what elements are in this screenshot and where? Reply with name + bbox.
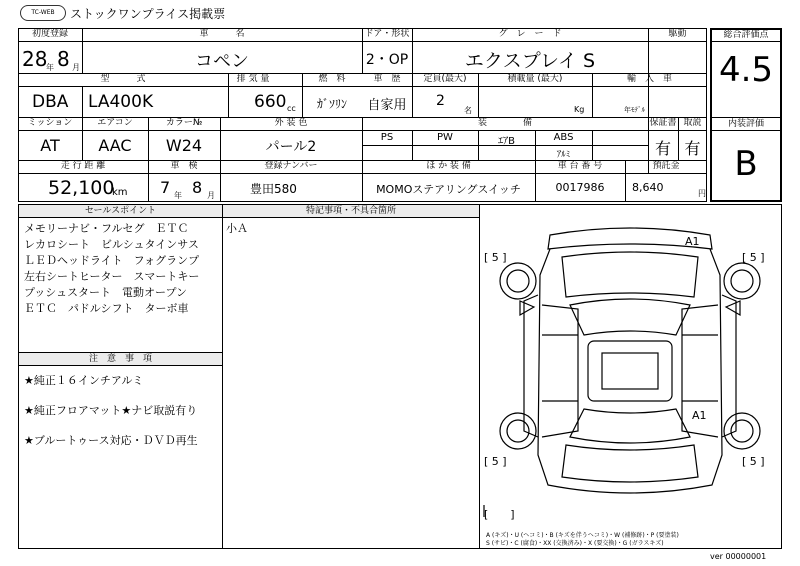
reg-month-unit: 月 (72, 63, 80, 72)
import-label: 輸 入 車 (626, 74, 672, 84)
tire-rear-right: [ 5 ] (742, 455, 765, 468)
equip-alumi: ｱﾙﾐ (556, 150, 571, 160)
note-item: ★ブルートゥース対応・ＤＶＤ再生 (24, 434, 198, 447)
equip-airbag: ｴｱB (498, 136, 515, 147)
load-unit: Kg (574, 105, 585, 114)
color-no: W24 (165, 136, 203, 155)
first-reg-label: 初度登録 (31, 29, 68, 39)
spare-tire: [ ] (484, 508, 515, 521)
plate-label: 登録ナンバー (264, 161, 318, 171)
capacity-label: 定員(最大) (423, 74, 467, 84)
total-score: 4.5 (718, 50, 774, 90)
tire-front-left: [ 5 ] (484, 251, 507, 264)
history-label: 車 歴 (373, 74, 401, 84)
header-logo: TC-WEB (20, 5, 66, 21)
damage-mark-front: A1 (685, 235, 700, 248)
car-name-label: 車 名 (199, 29, 245, 39)
drive-label: 駆動 (668, 29, 687, 39)
fuel-label: 燃 料 (318, 74, 346, 84)
inspection-year-unit: 年 (174, 191, 182, 200)
mission: AT (40, 136, 60, 155)
interior-score-label: 内装評価 (727, 119, 764, 129)
mission-label: ミッション (27, 118, 73, 128)
sales-point-item: ＬＥＤヘッドライト フォグランプ (24, 254, 200, 267)
notes-label: 注 意 事 項 (88, 354, 152, 364)
reg-year-unit: 年 (46, 63, 54, 72)
warranty-label: 保証書 (649, 118, 677, 128)
other-equip: MOMOステアリングスイッチ (376, 183, 521, 196)
aircon: AAC (98, 136, 132, 155)
interior-score: B (734, 144, 758, 184)
color-label: カラー№ (165, 118, 203, 128)
deposit: 8,640 (632, 181, 664, 194)
total-score-label: 総合評価点 (723, 30, 769, 40)
reg-month: 8 (57, 47, 70, 71)
legend-line-1: A (キズ)・U (ヘコミ)・B (キズを伴うヘコミ)・W (補修跡)・P (要塗装) (486, 532, 679, 539)
sales-points-label: セールスポイント (84, 206, 157, 216)
fuel: ｶﾞｿﾘﾝ (316, 97, 347, 111)
capacity-unit: 名 (464, 106, 472, 115)
equip-ps: PS (380, 132, 394, 143)
other-equip-label: ほ か 装 備 (426, 161, 471, 171)
door-shape: 2・OP (365, 52, 409, 68)
exterior-color: パール2 (265, 139, 317, 155)
model-code: LA400K (88, 92, 154, 112)
equip-abs: ABS (553, 132, 574, 143)
model-label: 型 式 (100, 74, 146, 84)
grade-label: グ レ ー ド (498, 29, 562, 39)
damage-mark-rear: A1 (692, 409, 707, 422)
deposit-label: 預託金 (652, 161, 680, 171)
inspection-month-unit: 月 (207, 191, 215, 200)
special-note-text: 小Ａ (226, 222, 248, 235)
note-item: ★純正フロアマット★ナビ取説有り (24, 404, 198, 417)
reg-year: 28 (22, 47, 48, 71)
model-prefix: DBA (32, 92, 69, 112)
model-year-label: 年ﾓﾃﾞﾙ (624, 106, 645, 114)
sales-point-item: 左右シートヒーター スマートキー (24, 270, 200, 283)
manual: 有 (684, 139, 701, 158)
sales-point-item: レカロシート ビルシュタインサス (24, 238, 199, 251)
mileage: 52,100 (48, 177, 115, 199)
serial-label: 車 台 番 号 (557, 161, 603, 171)
displacement-label: 排 気 量 (236, 74, 270, 84)
mileage-label: 走 行 距 離 (60, 161, 106, 171)
load-label: 積載量 (最大) (507, 74, 563, 84)
warranty: 有 (654, 139, 671, 158)
legend-line-2: S (サビ)・C (腐食)・XX (交換済み)・X (要交換)・G (ガラスキズ) (486, 540, 664, 547)
sales-point-item: プッシュスタート 電動オープン (24, 286, 188, 299)
version: ver 00000001 (710, 552, 767, 561)
exterior-label: 外 装 色 (274, 118, 308, 128)
plate: 豊田580 (250, 182, 297, 196)
mileage-unit: km (112, 187, 128, 198)
equipment-label: 装 備 (477, 118, 532, 128)
tire-rear-left: [ 5 ] (484, 455, 507, 468)
note-item: ★純正１６インチアルミ (24, 374, 144, 387)
displacement: 660 (254, 92, 287, 112)
page-title: ストックワンプライス掲載票 (70, 7, 226, 21)
grade: エクスプレイ S (464, 50, 596, 72)
inspection-month: 8 (192, 178, 203, 197)
aircon-label: エアコン (97, 118, 133, 128)
inspection-label: 車 検 (170, 161, 198, 171)
equip-pw: PW (437, 132, 453, 143)
tire-front-right: [ 5 ] (742, 251, 765, 264)
displacement-unit: cc (287, 104, 296, 113)
car-name: コペン (195, 51, 249, 72)
car-damage-diagram (480, 205, 781, 548)
capacity: 2 (436, 93, 445, 109)
deposit-unit: 円 (698, 189, 706, 198)
door-label: ドア・形状 (364, 29, 410, 39)
history: 自家用 (367, 98, 407, 113)
serial: 0017986 (555, 181, 605, 194)
inspection-year: 7 (160, 178, 171, 197)
sales-point-item: ＥＴＣ パドルシフト ターボ車 (24, 302, 189, 315)
special-notes-label: 特記事項・不具合箇所 (305, 206, 396, 216)
sales-point-item: メモリーナビ・フルセグ ＥＴＣ (24, 222, 189, 235)
manual-label: 取説 (683, 118, 702, 128)
